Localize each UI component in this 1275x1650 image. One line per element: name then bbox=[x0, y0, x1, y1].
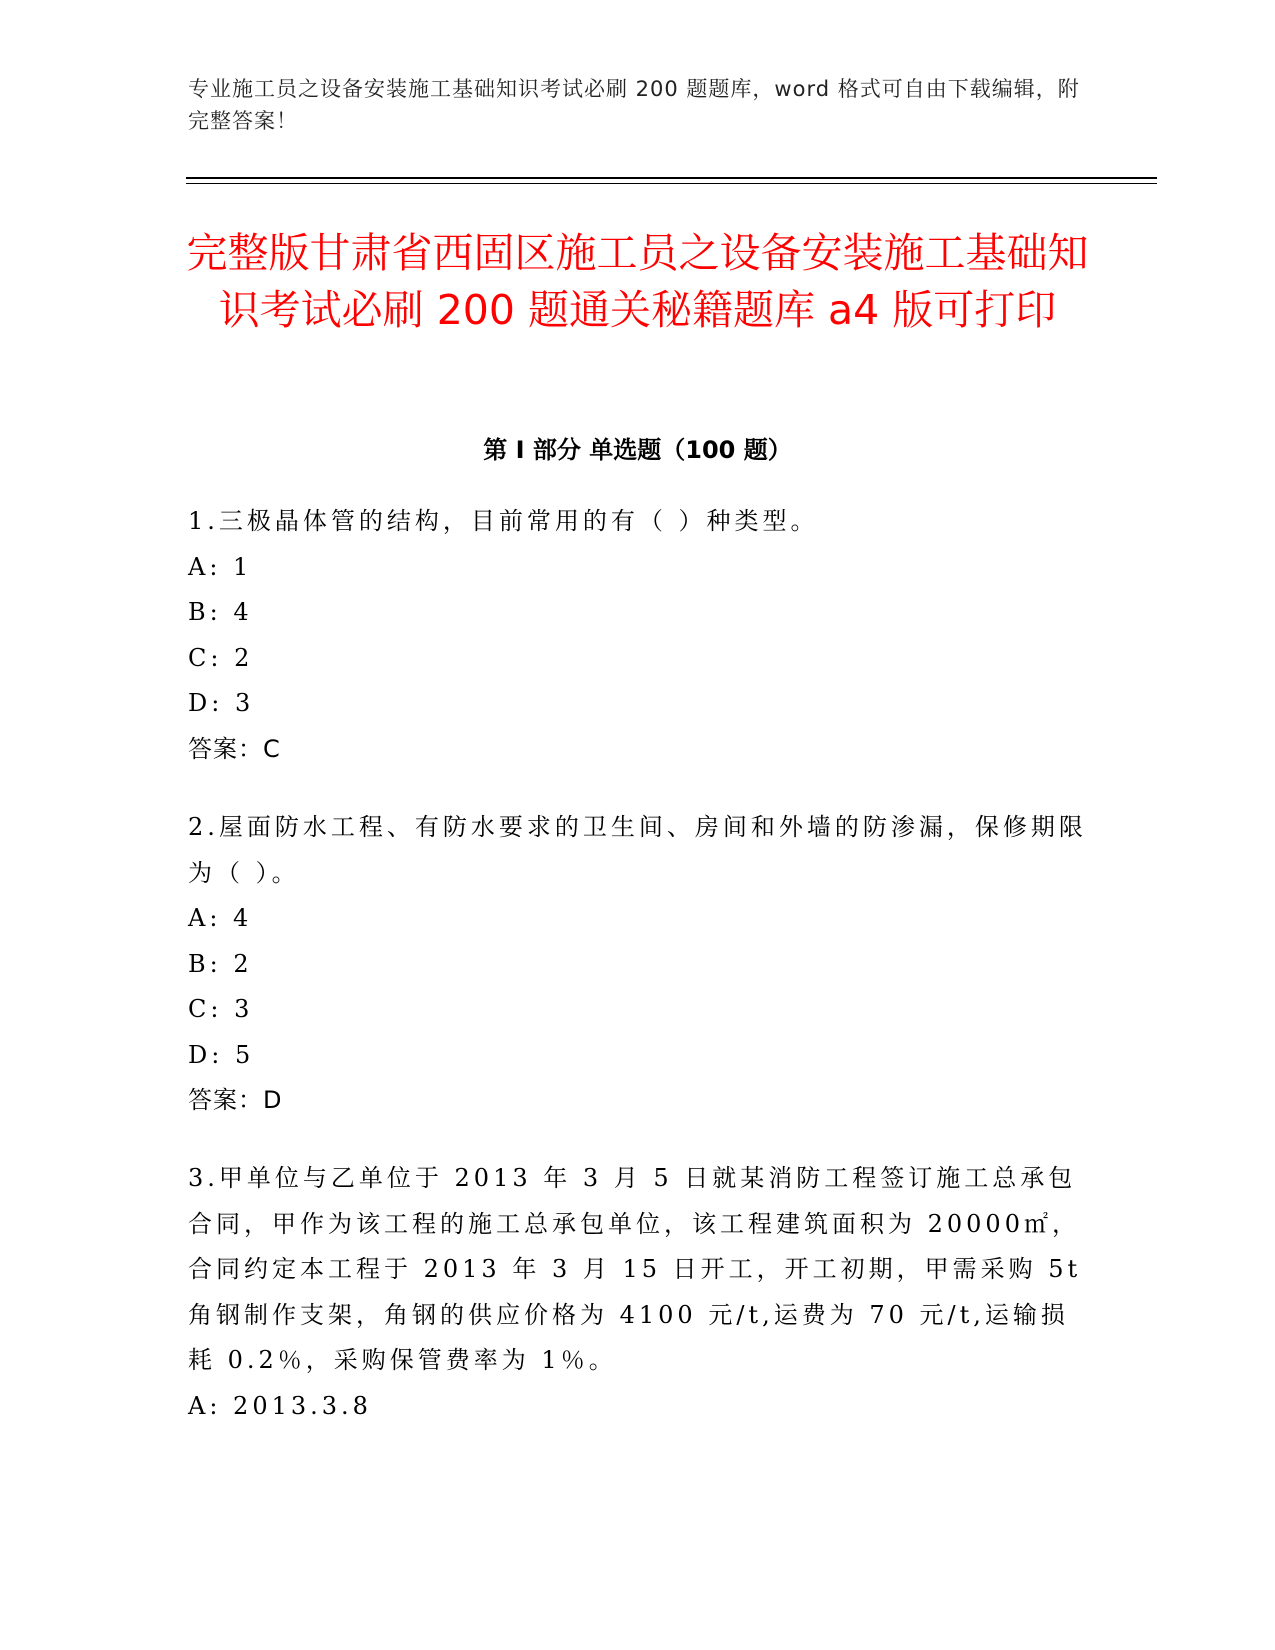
option-b: B: 2 bbox=[188, 949, 253, 978]
question-stem: 1.三极晶体管的结构，目前常用的有（ ）种类型。 bbox=[188, 507, 819, 535]
header-text: 专业施工员之设备安装施工基础知识考试必刷 200 题题库，word 格式可自由下载编辑，附完整答案！ bbox=[188, 77, 1080, 133]
document-title: 完整版甘肃省西固区施工员之设备安装施工基础知识考试必刷 200 题通关秘籍题库 a4 版可打印 bbox=[186, 229, 1089, 334]
answer-text: 答案：C bbox=[188, 734, 281, 763]
option-c: C: 3 bbox=[188, 995, 254, 1023]
option-c: C: 2 bbox=[188, 643, 254, 672]
option-b: B: 4 bbox=[188, 598, 253, 626]
option-a: A: 4 bbox=[188, 904, 253, 932]
question-stem: 2.屋面防水工程、有防水要求的卫生间、房间和外墙的防渗漏，保修期限为（ ）。 bbox=[188, 813, 1087, 887]
question-stem: 3.甲单位与乙单位于 2013 年 3 月 5 日就某消防工程签订施工总承包合同，甲作为该工程的施工总承包单位，该工程建筑面积为 20000㎡，合同约定本工程于 2013 年 3 月 15 日开工，开工初期，甲需采购 5t 角钢制作支架，角钢的供应价格为 4100 元/t,运费为 70 元/t,运输损耗 0.2％，采购保管费率为 1％。 bbox=[188, 1164, 1082, 1374]
option-d: D: 3 bbox=[188, 689, 255, 717]
option-a: A: 1 bbox=[188, 552, 253, 581]
option-d: D: 5 bbox=[188, 1040, 255, 1069]
answer-text: 答案：D bbox=[188, 1086, 283, 1114]
section-heading: 第 I 部分 单选题（100 题） bbox=[483, 436, 792, 464]
question-2 bbox=[188, 805, 1088, 1124]
question-3 bbox=[188, 1156, 1088, 1429]
option-a: A: 2013.3.8 bbox=[188, 1391, 372, 1420]
question-1 bbox=[188, 499, 1088, 772]
header-divider-thick bbox=[186, 177, 1157, 179]
header-divider-thin bbox=[186, 183, 1157, 184]
